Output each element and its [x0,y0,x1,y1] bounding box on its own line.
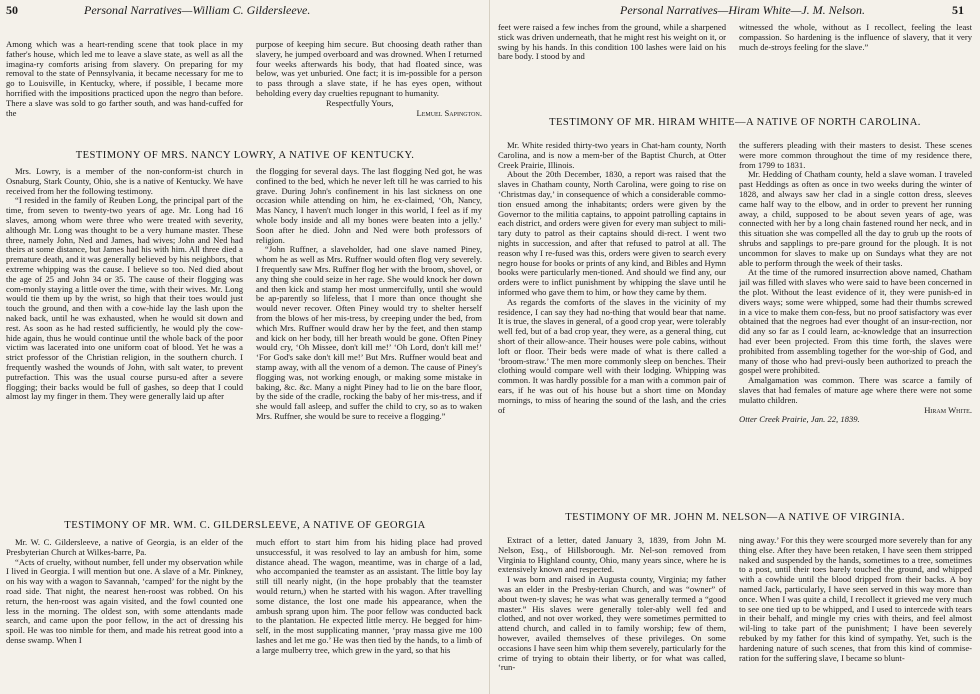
left-top-col1 [6,40,243,137]
gildersleeve-col2-body: much effort to start him from his hiding place had proved unsuccessful, it was resolved to lay an ambush for him, some distance ahead. The wagon, meantime, was in charge of a lad, who accompanied the teamster as an assistant. The little boy lay still till nearly night, (in the hope probably that the teamster would return,) when he started with his wagon. After travelling some distance, the lost one made his appearance, when the ambush sprang upon him. The poor fellow was conducted back to the plantation. He expected little mercy. He begged for him-self, in the most supplicating manner, ‘pray massa give me 100 lashes and let me go.’ He was then tied by the hands, to a limb of a large mulberry tree, which grew in the yard, so that his [256,538,482,655]
lowry-col1-body: “I resided in the family of Reuben Long, the principal part of the time, from seven to twenty-two years of age. Mr. Long had 16 slaves, among whom were three who were treated with severity, although Mr. Long was thought to be a very humane master. These three, namely John, Ned and James, had wives; John and Ned had theirs at some distance, but James had his with him. All three died a premature death, and it was generally believed by his neighbors, that extreme whipping was the cause. I believe so too. Ned died about the age of 25 and John 34 or 35. The cause of their flogging was com-monly staying a little over the time, with their wives. Mr. Long would tie them up by the wrist, so high that their toes would just touch the ground, and then with a cow-hide lay the lash upon the naked back, until he was exhausted, when he would sit down and rest. As soon as he had rested sufficiently, he would ply the cow-hide again, thus he would continue until the whole back of the poor victim was lacerated into one uniform coat of blood. Yet he was a strict professor of the Christian religion, in the southern church. I frequently washed the wounds of John, with salt water, to prevent putrefaction. This was the usual course pursu-ed after a severe flogging; their backs would be full of gashes, so deep that I could almost lay my finger in them. They were generally laid up after [6,195,243,402]
nelson-col1-body: I was born and raised in Augusta county, Virginia; my father was an elder in the Presby-terian Church, and was “owner” of about twen-ty slaves; he was what was generally termed a “good master.” His slaves were generally toler-ably well fed and clothed, and not over worked, they were sometimes permitted to attend church, and called in to family worship; few of them, however, availed themselves of these privileges. On some occasions I have seen him whip them severely, particularly for the crime of trying to obtain their liberty, or for what was called, ‘run- [498,574,726,673]
white-dateline: Otter Creek Prairie, Jan. 22, 1839. [739,414,860,425]
lowry-col2-body1: the flogging for several days. The last flogging Ned got, he was confined to the bed, which he never left till he was carried to his grave. During John's confinement in his last sickness on one occasion while attending on him, he ex-claimed, ‘Oh, Nancy, Mas Nancy, I haven't much longer in this world, I feel as if my whole body inside and all my bones were beaten into a jelly.’ Soon after he died. John and Ned were both professors of religion. [256,167,482,245]
gildersleeve-col1-intro: Mr. W. C. Gildersleeve, a native of Georgia, is an elder of the Presbyterian Church at Wilkes-barre, Pa. [6,538,243,557]
left-page-number: 50 [6,3,18,17]
white-col1 [498,141,726,476]
gildersleeve-col1 [6,538,243,690]
right-page [490,0,980,694]
right-running-title: Personal Narratives—Hiram White—J. M. Nelson. [620,3,865,17]
heading-john-nelson: TESTIMONY OF MR. JOHN M. NELSON—A NATIVE OF VIRGINIA. [565,512,905,523]
nelson-col2 [739,536,972,690]
left-top-col2 [256,40,482,137]
left-top-col2-text: purpose of keeping him secure. But choosing death rather than slavery, he jumped overboard and was drowned. When I returned four weeks afterwards his body, that had floated since, was below, was yet unburied. One fact; it is im-possible for a person to pass through a slave state, if he has eyes open, without beholding every day cruelties repugnant to humanity. [256,40,482,98]
white-col2-body2: Mr. Hedding of Chatham county, held a slave woman. I traveled past Heddings as often as once in two weeks during the winter of 1828, and always saw her clad in a single cotton dress, sleeves came half way to the elbow, and in order to prevent her running away, a child, supposed to be about seven years of age, was connected with her by a long chain fastened round her neck, and in this situation she was compelled all the day to grub up the roots of shrubs and sapplings to pre-pare ground for the plough. It is not uncommon for slaves to make up on Sundays what they are not able to perform through the week of their tasks. [739,169,972,268]
heading-nancy-lowry: TESTIMONY OF MRS. NANCY LOWRY, A NATIVE OF KENTUCKY. [75,150,415,161]
gildersleeve-col1-body: “Acts of cruelty, without number, fell under my observation while I lived in Georgia. I will mention but one. A slave of a Mr. Pinkney, on his way with a wagon to Savannah, ‘camped’ for the night by the road side. That night, the nearest hen-roost was robbed. On his return, the hen-roost was again visited, and the fowl counted one less in the morning. The oldest son, with some attendants made search, and came upon the poor fellow, in the act of dressing his spoil. He was too nimble for them, and made his retreat good into a dense swamp. When I [6,556,243,645]
right-top-col2-text: witnessed the whole, without as I recollect, feeling the least compassion. So hardening is the influence of slavery, that it very much de-stroys feeling for the slave.” [739,23,972,52]
gildersleeve-col2 [256,538,482,690]
white-col1-body2: As regards the comforts of the slaves in the vicinity of my residence, I can say they had no-thing that would bear that name. It is true, the slaves in general, of a good crop year, were tolerably well fed, but of a bad crop year, they were, as a general thing, cut short of their allow-ance. Their houses were pole cabins, without loft or floor. Their beds were made of what is there called a ‘broom-straw.’ The men more commonly sleep on benches. Their clothing would compare well with their lodging. Whipping was common. It was hardly possible for a man with a common pair of ears, if he was out of his house but a short time on Monday mornings, to miss of hearing the sound of the lash, and the cries of [498,296,726,415]
white-col2-body4: Amalgamation was common. There was scarce a family of slaves that had females of mature age where there were not some mulatto children. [739,375,972,405]
white-col2-body3: At the time of the rumored insurrection above named, Chatham jail was filled with slaves who were said to have been concerned in the plot. Without the least evidence of it, they were punish-ed in divers ways; some were whipped, some had their thumbs screwed in a vice to make them con-fess, but no proof satisfactory was ever obtained that the negroes had ever thought of an insur-rection, nor did any so far as I could learn, ac-knowledge that an insurrection had ever been projected. From this time forth, the slaves were prohibited from assembling together for the wor-ship of God, and many of those who had previ-ously been authorized to preach the gospel were prohibited. [739,267,972,376]
signature-sapington: Lemuel Sapington. [416,107,482,118]
heading-gildersleeve: TESTIMONY OF MR. WM. C. GILDERSLEEVE, A NATIVE OF GEORGIA [64,520,426,531]
lowry-col2 [256,167,482,508]
right-top-col2 [739,23,972,71]
left-running-title: Personal Narratives—William C. Gildersleeve. [84,3,311,17]
lowry-col2-body2: “John Ruffner, a slaveholder, had one slave named Piney, whom he as well as Mrs. Ruffner would often flog very severely. I frequently saw Mrs. Ruffner flog her with the broom, shovel, or any thing she could seize in her rage. She would knock her down and then kick and stamp her most unmercifully, until she would be ap-parently so lifeless, that I more than once thought she would never recover. Often Piney would try to shelter herself from the blows of her mis-tress, by creeping under the bed, from which Mrs. Ruffner would draw her by the feet, and then stamp and kick on her body, till her breath would be gone. Often Piney would cry, ‘Oh Missee, don't kill me!’ ‘Oh Lord, don't kill me!’ ‘For God's sake don't kill me!’ But Mrs. Ruffner would beat and stamp away, with all the venom of a demon. The cause of Piney's flogging was, not working enough, or making some mistake in baking, &c. &c. Many a night Piney had to lie on the bare floor, by the side of the cradle, rocking the baby of her mis-tress, and if she would fall asleep, and suffer the child to cry, so as to waken Mrs. Ruffner, she would be sure to receive a flogging.” [256,244,482,421]
left-page-header [0,3,490,17]
closing-line: Respectfully Yours, [326,97,394,108]
left-top-col1-text: Among which was a heart-rending scene that took place in my father's house, which led me to leave a slave state, as well as all the imagina-ry comforts arising from slavery. On preparing for my removal to the state of Pennsylvania, it became necessary for me to go to Louisville, in Kentucky, where, if possible, I became more horrified with the impositions practiced upon the negro than before. There a slave was sold to go farther south, and was hand-cuffed for the [6,40,243,118]
nelson-col1-intro: Extract of a letter, dated January 3, 1839, from John M. Nelson, Esq., of Hillsborough. Mr. Nel-son removed from Virginia to Highland county, Ohio, many years since, where he is extensively known and respected. [498,536,726,575]
heading-hiram-white: TESTIMONY OF MR. HIRAM WHITE—A NATIVE OF NORTH CAROLINA. [549,117,921,128]
white-col1-intro: Mr. White resided thirty-two years in Chat-ham county, North Carolina, and is now a mem-ber of the Baptist Church, at Otter Creek Prairie, Illinois. [498,141,726,170]
signature-hiram-white: Hiram White. [924,404,972,415]
nelson-col2-body: ning away.’ For this they were scourged more severely than for any thing else. After they have been retaken, I have seen them stripped naked and suspended by the hands, sometimes to a tree, sometimes to a post, until their toes barely touched the ground, and whipped with a cowhide until the blood dripped from their backs. A boy named Jack, particularly, I have seen served in this way more than once. When I was quite a child, I recollect it grieved me very much to see one tied up to be whipped, and I used to intercede with tears in their behalf, and mingle my cries with theirs, and feel almost wil-ling to take part of the punishment; I have been severely rebuked by my father for this kind of sympathy. Yet, such is the hardening nature of such scenes, that from this kind of commise-ration for the suffering slave, I became so blunt- [739,536,972,663]
right-top-col1 [498,23,726,71]
white-col2-body1: the sufferers pleading with their masters to desist. These scenes were more common throughout the time of my residence there, from 1799 to 1831. [739,141,972,170]
lowry-col1 [6,167,243,508]
right-page-number: 51 [952,3,964,17]
lowry-col1-intro: Mrs. Lowry, is a member of the non-conform-ist church in Osnaburg, Stark County, Ohio, she is a native of Kentucky. We have received from her the following testimony. [6,167,243,196]
nelson-col1 [498,536,726,690]
white-col1-body1: About the 20th December, 1830, a report was raised that the slaves in Chatham county, North Carolina, were going to rise on ‘Christmas day,’ in consequence of which a considerable commo-tion ensued among the inhabitants; orders were given by the Governor to the militia captains, to appoint patrolling captains in each district, and orders were given for every man subject to mili-tary duty to patrol as their captains should di-rect. I went two nights in succession, and after that refused to patrol at all. The reason why I re-fused was this, orders were given to search every negro house for books or prints of any kind, and Bibles and Hymn books were particularly men-tioned. And should we find any, our orders were to inflict punishment by whipping the slave until he informed who gave them to him, or how they came by them. [498,169,726,297]
white-col2 [739,141,972,476]
right-page-header [490,3,980,17]
right-top-col1-text: feet were raised a few inches from the ground, while a sharpened stick was driven underneath, that he might rest his weight on it, or swing by his hands. In this condition 100 lashes were laid on his bare body. I stood by and [498,23,726,62]
